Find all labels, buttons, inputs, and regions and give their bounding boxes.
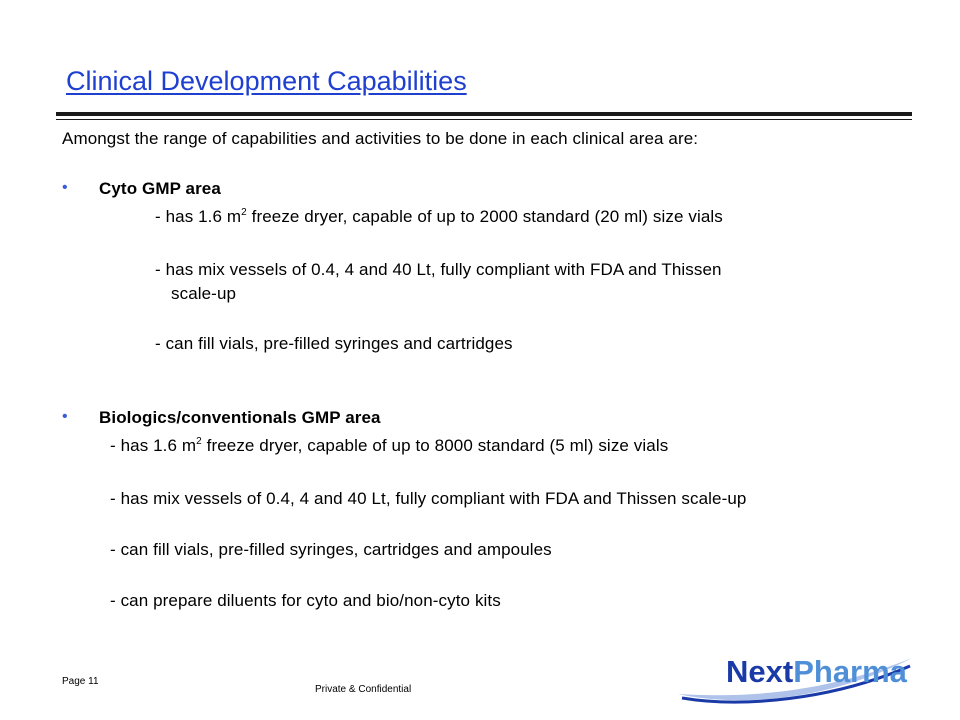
cyto-item-fill: - can fill vials, pre-filled syringes and cartridges [155, 334, 513, 353]
item-text: - has 1.6 m [110, 436, 197, 455]
page-number: Page 11 [62, 676, 99, 687]
item-text: freeze dryer, capable of up to 8000 standard (5 ml) size vials [201, 436, 669, 455]
cyto-item-mix-vessels-continued: scale-up [171, 284, 237, 303]
item-text: - has 1.6 m [155, 207, 242, 226]
item-text: freeze dryer, capable of up to 2000 standard (20 ml) size vials [246, 207, 723, 226]
cyto-item-freeze-dryer [155, 207, 723, 227]
logo-pharma: Pharma [793, 654, 907, 689]
bullet-marker: • [62, 179, 68, 196]
section-heading-biologics: Biologics/conventionals GMP area [99, 408, 381, 427]
slide-title: Clinical Development Capabilities [66, 66, 467, 96]
bullet-marker: • [62, 408, 68, 425]
bio-item-freeze-dryer [110, 436, 668, 456]
superscript: 2 [241, 207, 247, 218]
bio-item-mix-vessels: - has mix vessels of 0.4, 4 and 40 Lt, fully compliant with FDA and Thissen scale-up [110, 489, 747, 508]
superscript: 2 [196, 436, 202, 447]
section-heading-cyto: Cyto GMP area [99, 179, 221, 198]
cyto-item-mix-vessels: - has mix vessels of 0.4, 4 and 40 Lt, fully compliant with FDA and Thissen [155, 260, 722, 279]
logo-wordmark [726, 654, 908, 689]
bio-item-diluents: - can prepare diluents for cyto and bio/non-cyto kits [110, 591, 501, 610]
title-rule-thick [56, 112, 912, 116]
bio-item-fill: - can fill vials, pre-filled syringes, cartridges and ampoules [110, 540, 552, 559]
intro-text: Amongst the range of capabilities and activities to be done in each clinical area are: [62, 129, 699, 148]
logo-next: Next [726, 654, 794, 689]
confidential-note: Private & Confidential [315, 684, 412, 695]
nextpharma-logo [672, 648, 916, 710]
title-rule-thin [56, 119, 912, 120]
